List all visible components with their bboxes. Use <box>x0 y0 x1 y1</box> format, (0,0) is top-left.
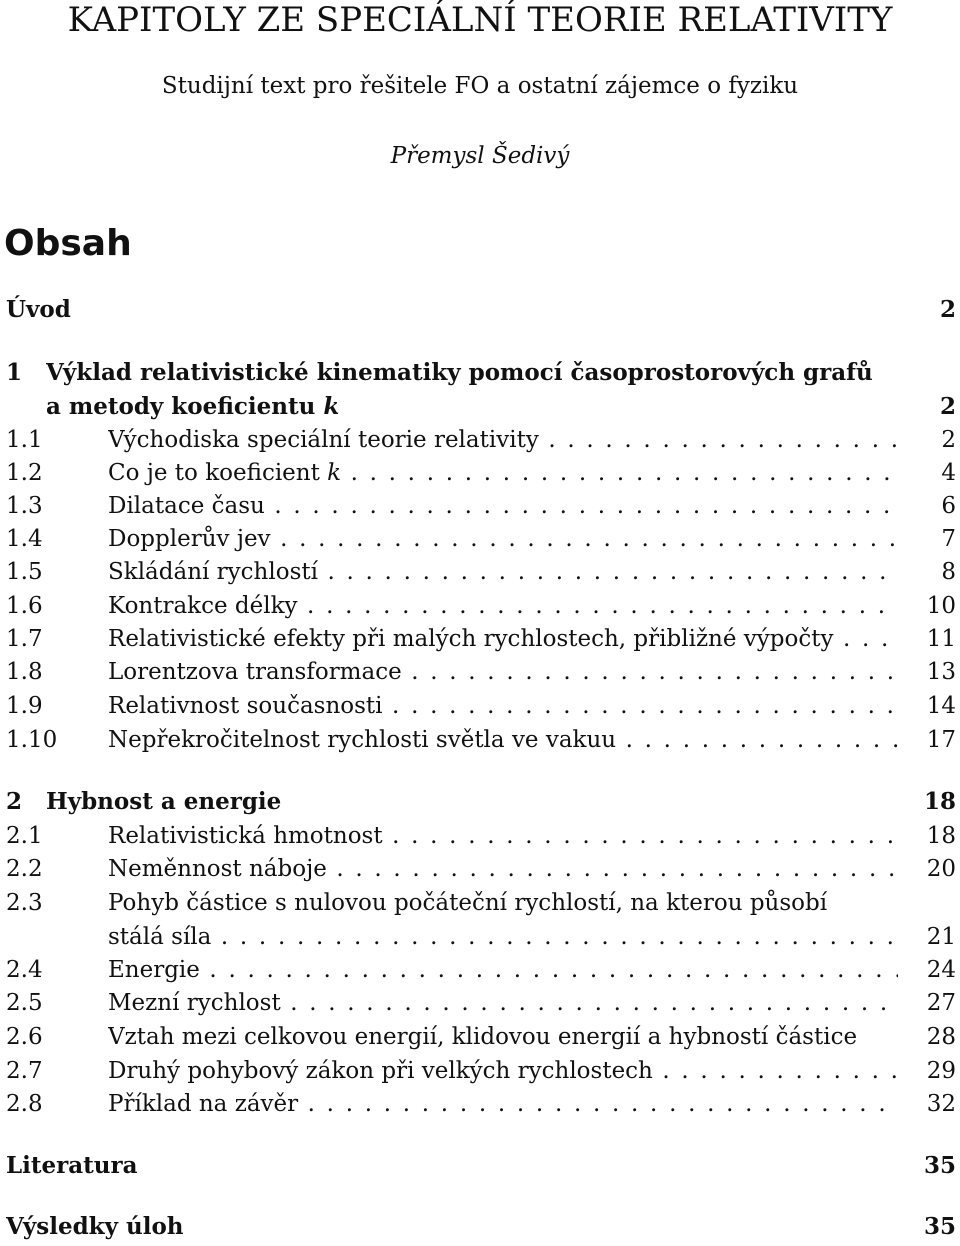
toc-section-number: 1.2 <box>6 460 43 486</box>
toc-entry-section-2-4[interactable] <box>0 954 960 986</box>
toc-entry-label: Neměnnost náboje . . . <box>108 853 898 885</box>
toc-entry-section-1-1[interactable] <box>0 424 960 456</box>
toc-page-number: 2 <box>939 393 956 420</box>
toc-entry-section-2-8[interactable] <box>0 1088 960 1120</box>
toc-entry-label-continued: a metody koeficientu k <box>46 393 340 420</box>
toc-entry-label: Nepřekročitelnost rychlosti světla ve vakuu . . . <box>108 724 898 756</box>
toc-entry-label: Dopplerův jev . . . <box>108 523 898 555</box>
toc-page-number: 13 <box>926 659 956 685</box>
toc-entry-label: Hybnost a energie <box>46 788 282 815</box>
toc-entry-section-1-9[interactable] <box>0 690 960 722</box>
toc-page-number: 7 <box>941 526 956 552</box>
toc-page-number: 2 <box>941 427 956 453</box>
toc-page-number: 18 <box>923 788 956 815</box>
toc-entry-section-2-2[interactable] <box>0 853 960 885</box>
toc-page-number: 14 <box>926 693 956 719</box>
variable-k: k <box>323 393 340 420</box>
toc-entry-label: Energie . . . <box>108 954 898 986</box>
toc-entry-label: Co je to koeficient k . . . <box>108 457 898 489</box>
toc-entry-section-1-7[interactable] <box>0 623 960 655</box>
toc-entry-section-2-1[interactable] <box>0 820 960 852</box>
toc-entry-label: Výsledky úloh <box>6 1213 184 1240</box>
variable-k: k <box>327 460 342 486</box>
toc-entry-section-2-6[interactable] <box>0 1021 960 1053</box>
toc-entry-label: Relativistické efekty při malých rychlostech, přibližné výpočty . . . <box>108 623 898 655</box>
toc-chapter-number: 2 <box>6 788 23 815</box>
toc-entry-label: Vztah mezi celkovou energií, klidovou energií a hybností částice <box>108 1024 858 1050</box>
toc-section-number: 1.9 <box>6 693 43 719</box>
toc-section-number: 1.6 <box>6 593 43 619</box>
toc-entry-label: Dilatace času . . . <box>108 490 898 522</box>
toc-page-number: 2 <box>939 296 956 323</box>
toc-page-number: 21 <box>926 924 956 950</box>
toc-section-number: 2.2 <box>6 856 43 882</box>
toc-entry-label: Literatura <box>6 1152 138 1179</box>
toc-entry-section-1-2[interactable] <box>0 457 960 489</box>
toc-entry-label: Skládání rychlostí . . . <box>108 556 898 588</box>
toc-entry-label: Pohyb částice s nulovou počáteční rychlostí, na kterou působí <box>108 890 828 916</box>
toc-section-number: 2.8 <box>6 1091 43 1117</box>
toc-page-number: 18 <box>926 823 956 849</box>
toc-entry-intro[interactable] <box>0 294 960 326</box>
toc-entry-label: Relativistická hmotnost . . . <box>108 820 898 852</box>
toc-entry-section-2-5[interactable] <box>0 987 960 1019</box>
toc-entry-label: Kontrakce délky . . . <box>108 590 898 622</box>
toc-entry-chapter-1-continued[interactable] <box>0 391 960 423</box>
toc-page-number: 24 <box>926 957 956 983</box>
toc-entry-results[interactable] <box>0 1211 960 1243</box>
toc-section-number: 1.7 <box>6 626 43 652</box>
toc-page-number: 32 <box>926 1091 956 1117</box>
toc-chapter-number: 1 <box>6 359 23 386</box>
toc-section-number: 1.1 <box>6 427 43 453</box>
toc-entry-label: Lorentzova transformace . . . <box>108 656 898 688</box>
toc-page-number: 35 <box>923 1152 956 1179</box>
toc-entry-section-1-4[interactable] <box>0 523 960 555</box>
toc-entry-chapter-2[interactable] <box>0 786 960 818</box>
document-author: Přemysl Šedivý <box>390 143 570 169</box>
toc-page-number: 17 <box>926 727 956 753</box>
toc-entry-section-2-3-continued[interactable] <box>0 921 960 953</box>
toc-section-number: 2.1 <box>6 823 43 849</box>
toc-section-number: 2.4 <box>6 957 43 983</box>
toc-section-number: 1.10 <box>6 727 58 753</box>
toc-entry-label: Úvod <box>6 296 71 323</box>
contents-heading: Obsah <box>4 223 132 264</box>
toc-entry-label-continued: stálá síla . . . <box>108 921 898 953</box>
toc-entry-section-1-3[interactable] <box>0 490 960 522</box>
toc-entry-section-2-7[interactable] <box>0 1055 960 1087</box>
toc-section-number: 1.5 <box>6 559 43 585</box>
toc-entry-label: Druhý pohybový zákon při velkých rychlostech . . . <box>108 1055 898 1087</box>
toc-section-number: 1.4 <box>6 526 43 552</box>
toc-page-number: 10 <box>926 593 956 619</box>
toc-page-number: 4 <box>941 460 956 486</box>
toc-page-number: 35 <box>923 1213 956 1240</box>
toc-entry-label: Příklad na závěr . . . <box>108 1088 898 1120</box>
toc-entry-label: Východiska speciální teorie relativity . . . <box>108 424 898 456</box>
toc-entry-label: Relativnost současnosti . . . <box>108 690 898 722</box>
toc-entry-label: Mezní rychlost . . . <box>108 987 898 1019</box>
toc-section-number: 1.8 <box>6 659 43 685</box>
toc-entry-section-1-6[interactable] <box>0 590 960 622</box>
toc-page-number: 20 <box>926 856 956 882</box>
toc-entry-chapter-1[interactable] <box>0 357 960 389</box>
toc-page-number: 8 <box>941 559 956 585</box>
toc-page-number: 27 <box>926 990 956 1016</box>
document-subtitle: Studijní text pro řešitele FO a ostatní zájemce o fyziku <box>161 73 799 99</box>
toc-page-number: 6 <box>941 493 956 519</box>
toc-page-number: 28 <box>926 1024 956 1050</box>
toc-entry-section-1-8[interactable] <box>0 656 960 688</box>
toc-entry-literature[interactable] <box>0 1150 960 1182</box>
toc-section-number: 1.3 <box>6 493 43 519</box>
toc-section-number: 2.7 <box>6 1058 43 1084</box>
document-title: KAPITOLY ZE SPECIÁLNÍ TEORIE RELATIVITY <box>67 0 893 40</box>
toc-entry-section-2-3[interactable] <box>0 887 960 919</box>
toc-entry-section-1-10[interactable] <box>0 724 960 756</box>
toc-entry-label: Výklad relativistické kinematiky pomocí časoprostorových grafů <box>46 359 873 386</box>
toc-section-number: 2.3 <box>6 890 43 916</box>
toc-page-number: 11 <box>926 626 956 652</box>
toc-section-number: 2.6 <box>6 1024 43 1050</box>
toc-page-number: 29 <box>926 1058 956 1084</box>
toc-entry-section-1-5[interactable] <box>0 556 960 588</box>
toc-section-number: 2.5 <box>6 990 43 1016</box>
